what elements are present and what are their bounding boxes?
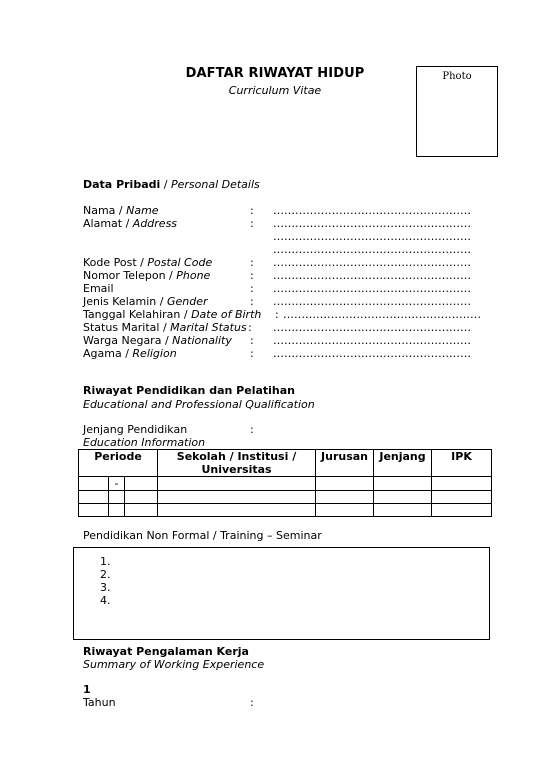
table-cell[interactable] bbox=[158, 491, 316, 504]
table-cell[interactable] bbox=[316, 477, 374, 491]
table-cell[interactable] bbox=[79, 477, 109, 491]
field-label-id: Nomor Telepon / bbox=[83, 269, 177, 282]
field-label-id: Warga Negara / bbox=[83, 334, 173, 347]
table-cell[interactable] bbox=[79, 491, 109, 504]
field-colon: : bbox=[250, 269, 254, 282]
field-label-en: Religion bbox=[132, 347, 177, 360]
field-colon: : bbox=[250, 282, 254, 295]
field-colon: : bbox=[248, 321, 252, 334]
field-dots: ……………………………………………… bbox=[273, 282, 471, 295]
col-jurusan: Jurusan bbox=[316, 450, 374, 477]
field-email-label bbox=[83, 282, 114, 295]
field-nationality-label bbox=[83, 334, 232, 347]
field-dots: ……………………………………………… bbox=[273, 256, 471, 269]
table-cell[interactable] bbox=[125, 491, 158, 504]
table-cell[interactable] bbox=[432, 504, 492, 517]
table-cell[interactable] bbox=[158, 477, 316, 491]
field-label-id: Email bbox=[83, 282, 114, 295]
field-colon: : bbox=[250, 204, 254, 217]
field-label-id: Agama / bbox=[83, 347, 133, 360]
table-row bbox=[79, 504, 492, 517]
field-dots: ……………………………………………… bbox=[273, 204, 471, 217]
work-year-colon: : bbox=[250, 696, 254, 709]
education-table bbox=[78, 449, 492, 517]
field-label-id: Kode Post / bbox=[83, 256, 148, 269]
education-info-label: Education Information bbox=[83, 436, 206, 449]
field-dots: ……………………………………………… bbox=[273, 217, 471, 230]
table-cell[interactable] bbox=[316, 504, 374, 517]
list-item: 4. bbox=[100, 594, 111, 607]
field-postal-label bbox=[83, 256, 212, 269]
field-label-id: Alamat / bbox=[83, 217, 133, 230]
table-cell[interactable] bbox=[432, 477, 492, 491]
field-gender-label bbox=[83, 295, 208, 308]
field-label-en: Marital Status bbox=[170, 321, 247, 334]
table-cell[interactable] bbox=[109, 491, 125, 504]
field-name-label bbox=[83, 204, 159, 217]
field-label-en: Nationality bbox=[172, 334, 232, 347]
photo-box bbox=[416, 66, 498, 157]
table-cell[interactable] bbox=[374, 477, 432, 491]
field-label-en: Postal Code bbox=[147, 256, 213, 269]
field-label-id: Jenis Kelamin / bbox=[83, 295, 167, 308]
field-colon: : bbox=[250, 256, 254, 269]
field-label-en: Address bbox=[132, 217, 178, 230]
work-heading: Riwayat Pengalaman Kerja bbox=[83, 645, 249, 658]
field-colon: : bbox=[250, 334, 254, 347]
field-label-en: Name bbox=[126, 204, 159, 217]
table-row bbox=[79, 491, 492, 504]
field-colon: : bbox=[250, 347, 254, 360]
nonformal-box[interactable] bbox=[73, 547, 490, 640]
education-heading-en: Educational and Professional Qualification bbox=[83, 398, 315, 411]
table-cell[interactable] bbox=[125, 504, 158, 517]
document-subtitle: Curriculum Vitae bbox=[228, 84, 322, 97]
field-dots: ……………………………………………… bbox=[273, 243, 471, 256]
education-level-colon: : bbox=[250, 423, 254, 436]
field-colon: : bbox=[275, 308, 279, 321]
field-label-id: Tanggal Kelahiran / bbox=[83, 308, 192, 321]
field-label-id: Status Marital / bbox=[83, 321, 171, 334]
field-dots: ……………………………………………… bbox=[273, 347, 471, 360]
field-dots: ……………………………………………… bbox=[273, 295, 471, 308]
personal-heading-id: Data Pribadi bbox=[83, 178, 161, 191]
table-cell-dash: - bbox=[109, 477, 125, 491]
work-heading-en: Summary of Working Experience bbox=[83, 658, 265, 671]
field-label-en: Gender bbox=[166, 295, 208, 308]
table-cell[interactable] bbox=[374, 504, 432, 517]
education-level-label: Jenjang Pendidikan bbox=[83, 423, 188, 436]
col-jenjang: Jenjang bbox=[374, 450, 432, 477]
education-heading: Riwayat Pendidikan dan Pelatihan bbox=[83, 384, 295, 397]
field-label-id: Nama / bbox=[83, 204, 127, 217]
nonformal-label: Pendidikan Non Formal / Training – Seminar bbox=[83, 529, 322, 542]
field-marital-label bbox=[83, 321, 247, 334]
table-cell[interactable] bbox=[79, 504, 109, 517]
personal-heading-en: Personal Details bbox=[170, 178, 260, 191]
field-dots: ……………………………………………… bbox=[273, 334, 471, 347]
personal-heading-sep: / bbox=[160, 178, 171, 191]
table-header-row bbox=[79, 450, 492, 477]
list-item: 1. bbox=[100, 555, 111, 568]
table-cell[interactable] bbox=[125, 477, 158, 491]
col-ipk: IPK bbox=[432, 450, 492, 477]
field-colon: : bbox=[250, 295, 254, 308]
work-year-label: Tahun bbox=[83, 696, 116, 709]
work-number: 1 bbox=[83, 683, 91, 696]
table-cell[interactable] bbox=[158, 504, 316, 517]
field-birthdate-label bbox=[83, 308, 261, 321]
field-dots: ……………………………………………… bbox=[283, 308, 481, 321]
table-row bbox=[79, 477, 492, 491]
field-dots: ……………………………………………… bbox=[273, 269, 471, 282]
field-label-en: Date of Birth bbox=[191, 308, 262, 321]
field-dots: ……………………………………………… bbox=[273, 230, 471, 243]
table-cell[interactable] bbox=[316, 491, 374, 504]
col-periode: Periode bbox=[79, 450, 158, 477]
list-item: 3. bbox=[100, 581, 111, 594]
table-cell[interactable] bbox=[432, 491, 492, 504]
field-label-en: Phone bbox=[176, 269, 211, 282]
table-cell[interactable] bbox=[109, 504, 125, 517]
field-religion-label bbox=[83, 347, 177, 360]
list-item: 2. bbox=[100, 568, 111, 581]
field-phone-label bbox=[83, 269, 210, 282]
personal-details-heading bbox=[83, 178, 260, 191]
table-cell[interactable] bbox=[374, 491, 432, 504]
field-colon: : bbox=[250, 217, 254, 230]
document-title: DAFTAR RIWAYAT HIDUP bbox=[185, 66, 365, 81]
field-address-label bbox=[83, 217, 177, 230]
col-sekolah: Sekolah / Institusi / Universitas bbox=[158, 450, 316, 477]
field-dots: ……………………………………………… bbox=[273, 321, 471, 334]
photo-label: Photo bbox=[442, 71, 472, 82]
